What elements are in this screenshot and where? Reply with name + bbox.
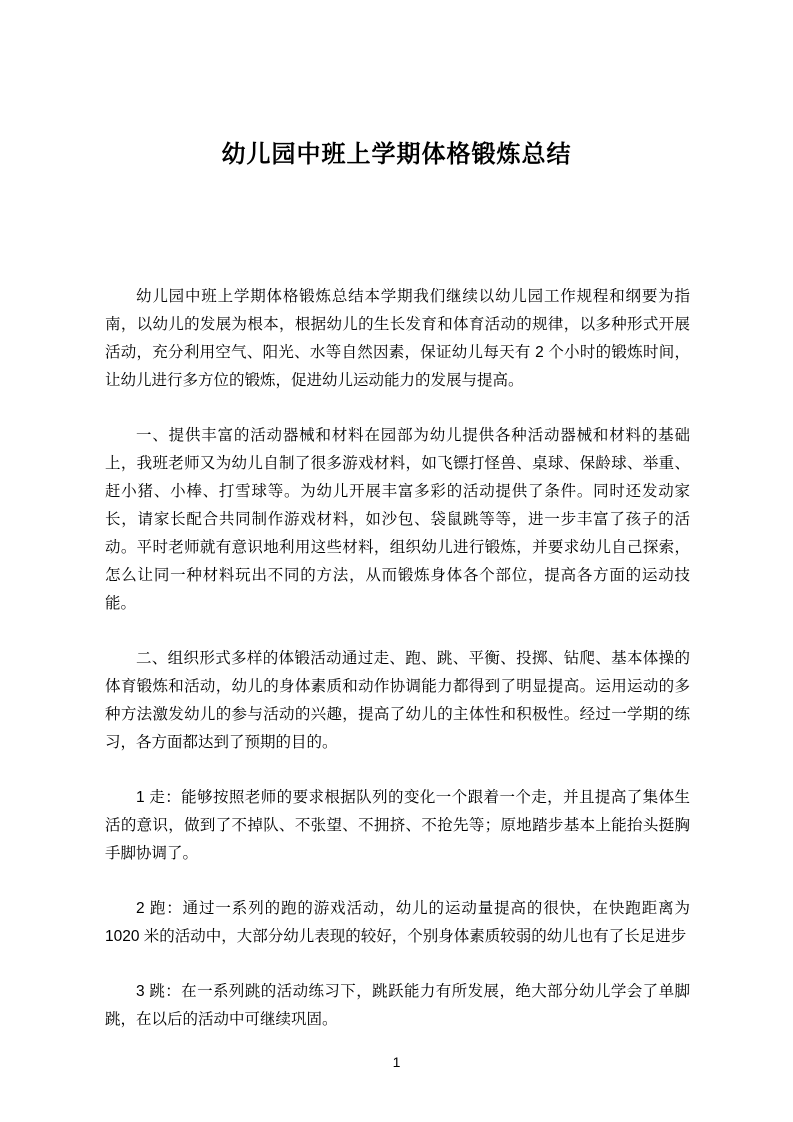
paragraph-section-1: 一、提供丰富的活动器械和材料在园部为幼儿提供各种活动器械和材料的基础上，我班老师又为幼儿自制了很多游戏材料，如飞镖打怪兽、桌球、保龄球、举重、赶小猪、小棒、打雪球等。为幼儿开展丰富多彩的活动提供了条件。同时还发动家长，请家长配合共同制作游戏材料，如沙包、袋鼠跳等等，进一步丰富了孩子的活动。平时老师就有意识地利用这些材料，组织幼儿进行锻炼，并要求幼儿自己探索，怎么让同一种材料玩出不同的方法，从而锻炼身体各个部位，提高各方面的运动技能。 — [105, 427, 690, 612]
paragraph-intro: 幼儿园中班上学期体格锻炼总结本学期我们继续以幼儿园工作规程和纲要为指南，以幼儿的发展为根本，根据幼儿的生长发育和体育活动的规律，以多种形式开展活动，充分利用空气、阳光、水等自然因素，保证幼儿每天有 2 个小时的锻炼时间，让幼儿进行多方位的锻炼，促进幼儿运动能力的发展与提高。 — [105, 288, 690, 389]
paragraph-section-2: 二、组织形式多样的体锻活动通过走、跑、跳、平衡、投掷、钻爬、基本体操的体育锻炼和活动，幼儿的身体素质和动作协调能力都得到了明显提高。运用运动的多种方法激发幼儿的参与活动的兴趣，提高了幼儿的主体性和积极性。经过一学期的练习，各方面都达到了预期的目的。 — [105, 650, 690, 751]
paragraph-item-walk: 1 走：能够按照老师的要求根据队列的变化一个跟着一个走，并且提高了集体生活的意识，做到了不掉队、不张望、不拥挤、不抢先等；原地踏步基本上能抬头挺胸手脚协调了。 — [105, 789, 690, 862]
document-title: 幼儿园中班上学期体格锻炼总结 — [221, 141, 572, 168]
page-number: 1 — [392, 1054, 401, 1070]
paragraph-item-run: 2 跑：通过一系列的跑的游戏活动，幼儿的运动量提高的很快，在快跑距离为 1020 米的活动中，大部分幼儿表现的较好，个别身体素质较弱的幼儿也有了长足进步 — [105, 900, 690, 945]
paragraph-item-jump: 3 跳：在一系列跳的活动练习下，跳跃能力有所发展，绝大部分幼儿学会了单脚跳，在以后的活动中可继续巩固。 — [105, 983, 690, 1028]
document-body — [105, 283, 690, 1034]
